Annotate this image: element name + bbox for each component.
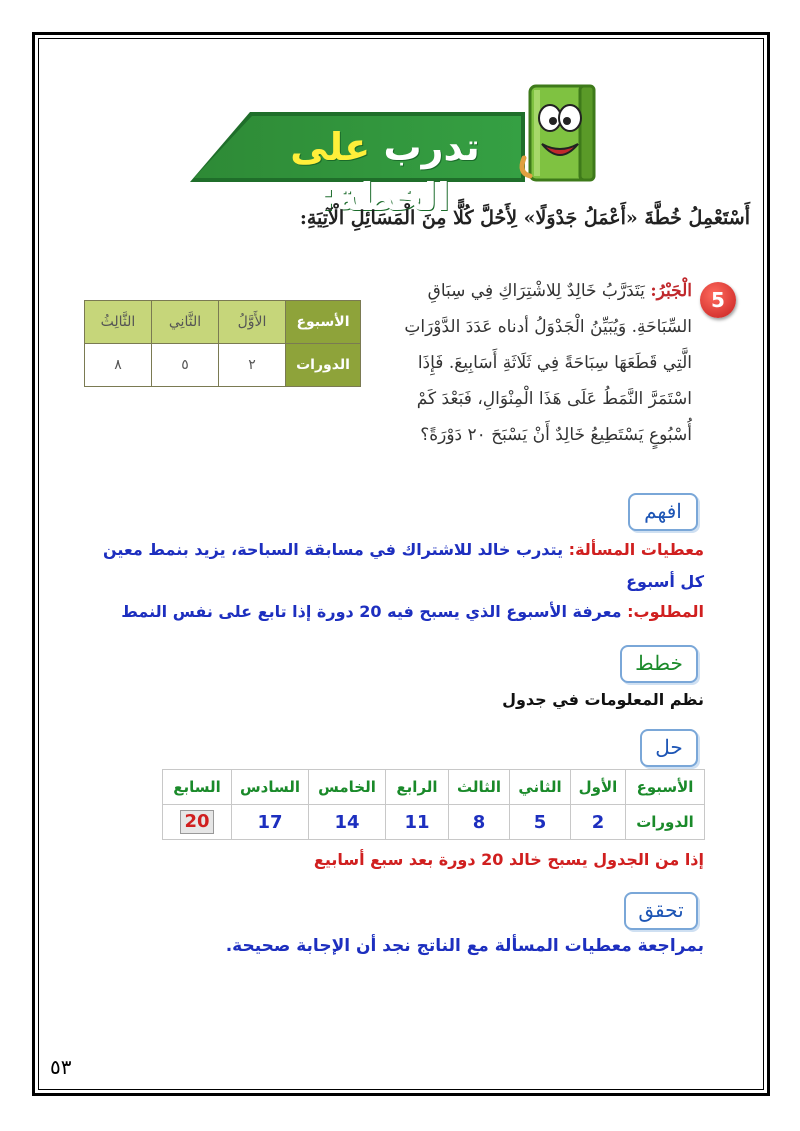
given-text: يتدرب خالد للاشتراك في مسابقة السباحة، يزيد بنمط معين (102, 540, 564, 559)
required-text: معرفة الأسبوع الذي يسبح فيه 20 دورة إذا تابع على نفس النمط (121, 602, 622, 621)
plan-text: نظم المعلومات في جدول (502, 690, 704, 709)
table-cell: 11 (386, 805, 449, 840)
table-cell: الأسبوع (286, 301, 361, 344)
table-cell: 17 (232, 805, 309, 840)
table-cell: الأسبوع (626, 770, 705, 805)
table-row (163, 805, 705, 840)
table-cell: ٥ (152, 344, 219, 387)
check-text: بمراجعة معطيات المسألة مع الناتج نجد أن الإجابة صحيحة. (225, 936, 704, 956)
solve-result: إذا من الجدول يسبح خالد 20 دورة بعد سبع أسابيع (313, 850, 704, 869)
banner-word-1: تدرب (383, 125, 480, 169)
table-cell: السادس (232, 770, 309, 805)
problem-keyword: الْجَبْرُ: (650, 281, 692, 301)
required-label: المطلوب: (627, 602, 704, 621)
table-cell: 2 (571, 805, 626, 840)
table-cell: 14 (309, 805, 386, 840)
banner-title (255, 122, 515, 219)
table-cell: الثاني (510, 770, 571, 805)
table-cell: الدورات (626, 805, 705, 840)
required-line (121, 602, 704, 621)
problem-body: يَتَدَرَّبُ خَالِدٌ لِلاشْتِرَاكِ فِي سِبَاقِ السِّبَاحَةِ. وَيُبَيِّنُ الْجَدْوَلُ أدناه عَدَدَ الدَّوْرَاتِ الَّتِي قَطَعَهَا سِبَاحَةً فِي ثَلَاثَةِ أَسَابِيعَ. فَإِذَا اسْتَمَرَّ النَّمَطُ عَلَى هَذَا الْمِنْوَالِ، فَبَعْدَ كَمْ أُسْبُوعٍ يَسْتَطِيعُ خَالِدٌ أَنْ يَسْبَحَ ٢٠ دَوْرَةً؟ (404, 281, 692, 445)
given-label: معطيات المسألة: (568, 540, 704, 559)
problem-text (372, 273, 692, 453)
table-cell: الأَوَّلُ (219, 301, 286, 344)
section-tag-understand: افهم (628, 493, 698, 531)
table-row (85, 344, 361, 387)
table-cell: الثَّالِثُ (85, 301, 152, 344)
banner-word-2: على (290, 125, 371, 169)
given-line (103, 540, 704, 559)
table-cell-highlighted (163, 805, 232, 840)
table-cell: ٢ (219, 344, 286, 387)
table-cell: السابع (163, 770, 232, 805)
section-tag-check: تحقق (624, 892, 698, 930)
table-cell: الثالث (449, 770, 510, 805)
instruction-text: أَسْتَعْمِلُ خُطَّةَ «أَعْمَلُ جَدْوَلًا» لِأَحُلَّ كُلًّا مِنَ الْمَسَائِلِ الْآتِيَةِ: (299, 207, 750, 229)
solution-table (162, 769, 705, 840)
table-cell: الثَّانِي (152, 301, 219, 344)
table-cell: 5 (510, 805, 571, 840)
table-cell: الخامس (309, 770, 386, 805)
section-tag-plan: خطط (620, 645, 698, 683)
table-cell: 8 (449, 805, 510, 840)
table-cell: الرابع (386, 770, 449, 805)
book-mascot-icon (508, 78, 608, 188)
page-number: ٥٣ (50, 1055, 72, 1079)
given-text-continued: كل أسبوع (626, 572, 704, 591)
table-cell: الأول (571, 770, 626, 805)
banner-word-3: الخطة: (320, 175, 450, 219)
question-number-badge: 5 (700, 282, 736, 318)
table-row (85, 301, 361, 344)
problem-table (84, 300, 361, 387)
table-cell: ٨ (85, 344, 152, 387)
table-row (163, 770, 705, 805)
section-tag-solve: حل (640, 729, 698, 767)
table-cell: الدورات (286, 344, 361, 387)
highlighted-answer: 20 (180, 810, 213, 834)
